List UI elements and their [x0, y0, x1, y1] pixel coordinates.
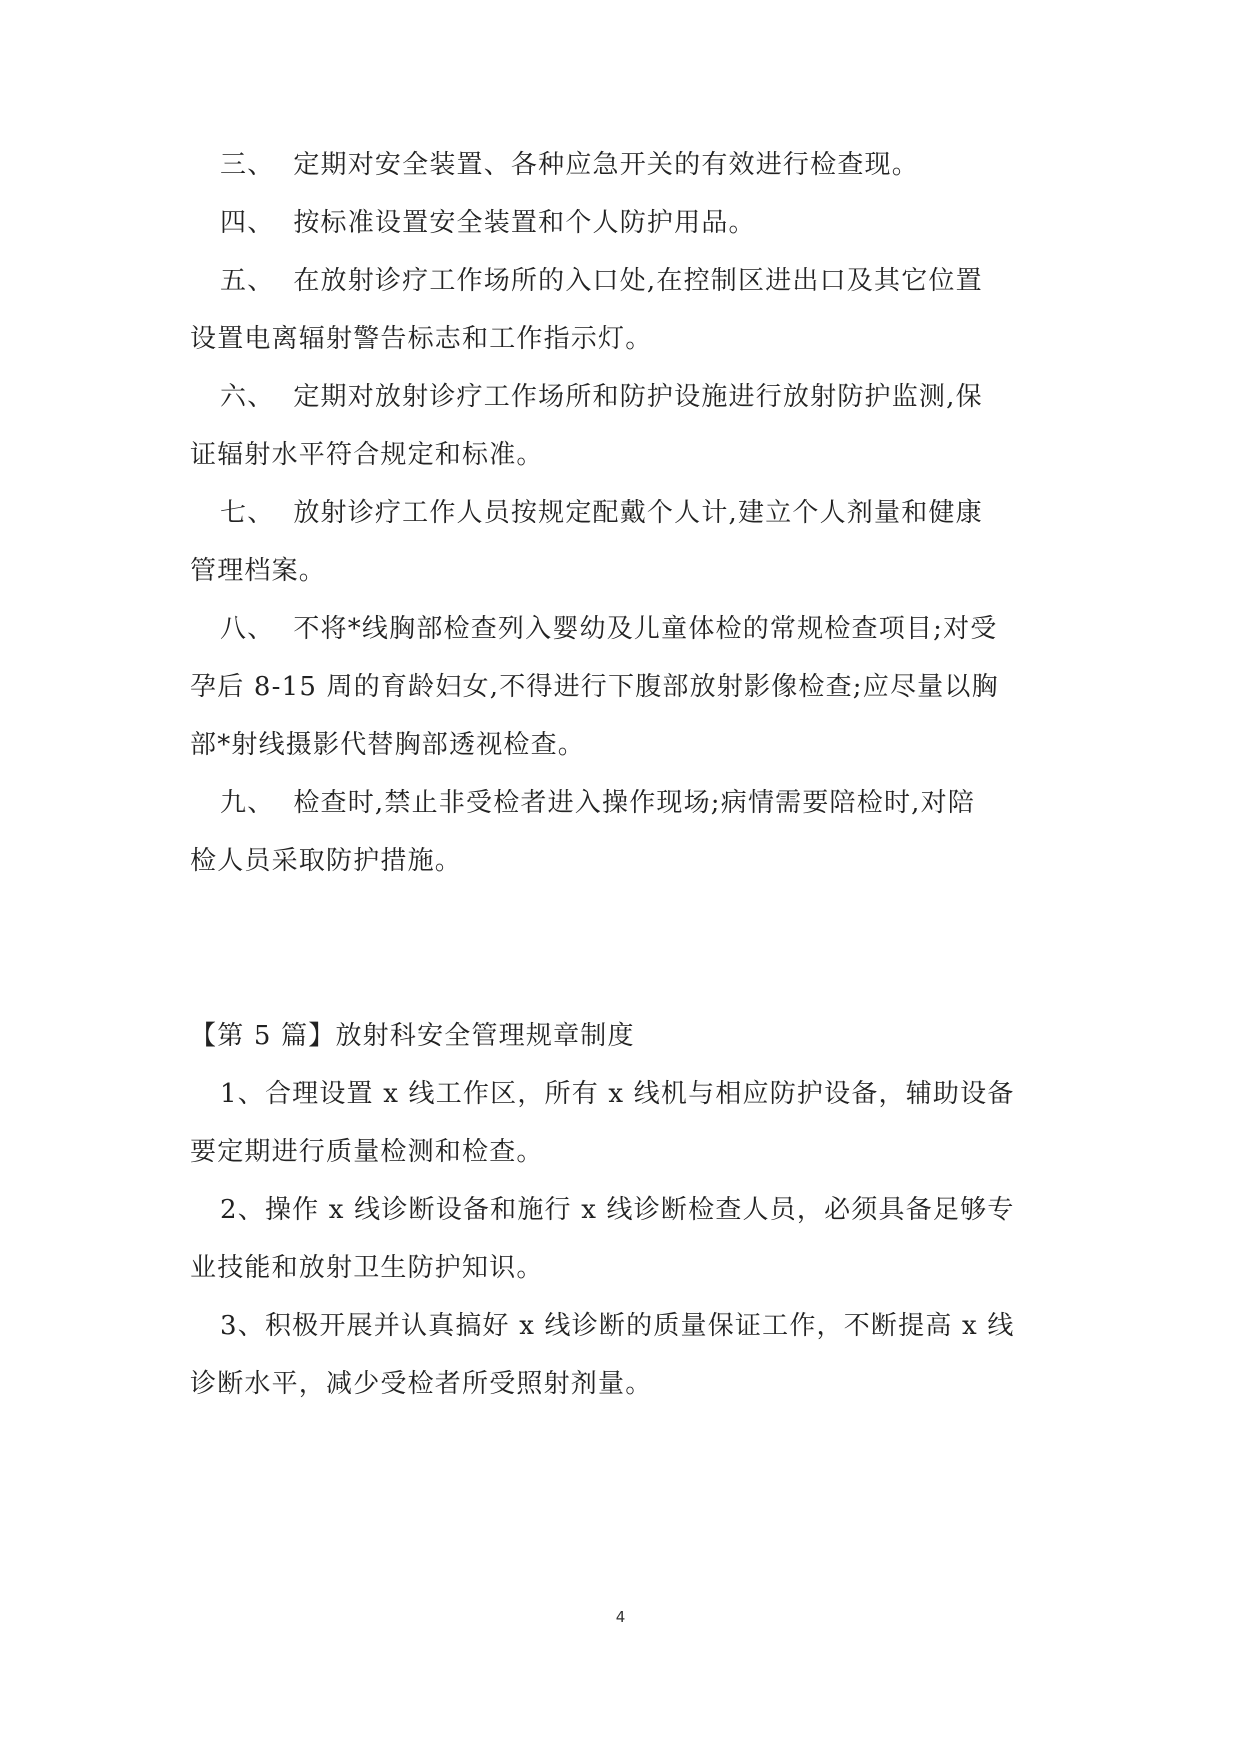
s5-item-1-line-1: 1、合理设置 x 线工作区，所有 x 线机与相应防护设备，辅助设备 — [220, 1079, 1015, 1109]
page-number: 4 — [615, 1608, 626, 1626]
item-4-line-1: 四、 按标准设置安全装置和个人防护用品。 — [220, 208, 756, 238]
section-5-heading: 【第 5 篇】放射科安全管理规章制度 — [190, 1021, 635, 1051]
item-7-line-1: 七、 放射诊疗工作人员按规定配戴个人计,建立个人剂量和健康 — [220, 498, 983, 528]
item-6-line-2: 证辐射水平符合规定和标准。 — [190, 440, 544, 470]
item-3-line-1: 三、 定期对安全装置、各种应急开关的有效进行检查现。 — [220, 150, 919, 180]
s5-item-2-line-2: 业技能和放射卫生防护知识。 — [190, 1253, 544, 1283]
item-6-line-1: 六、 定期对放射诊疗工作场所和防护设施进行放射防护监测,保 — [220, 382, 983, 412]
item-9-line-2: 检人员采取防护措施。 — [190, 846, 463, 876]
item-5-line-1: 五、 在放射诊疗工作场所的入口处,在控制区进出口及其它位置 — [220, 266, 983, 296]
s5-item-1-line-2: 要定期进行质量检测和检查。 — [190, 1137, 544, 1167]
item-9-line-1: 九、 检查时,禁止非受检者进入操作现场;病情需要陪检时,对陪 — [220, 788, 976, 818]
item-8-line-2: 孕后 8-15 周的育龄妇女,不得进行下腹部放射影像检查;应尽量以胸 — [190, 672, 999, 702]
item-7-line-2: 管理档案。 — [190, 556, 327, 586]
item-5-line-2: 设置电离辐射警告标志和工作指示灯。 — [190, 324, 653, 354]
s5-item-2-line-1: 2、操作 x 线诊断设备和施行 x 线诊断检查人员，必须具备足够专 — [220, 1195, 1015, 1225]
s5-item-3-line-1: 3、积极开展并认真搞好 x 线诊断的质量保证工作，不断提高 x 线 — [220, 1311, 1015, 1341]
item-8-line-3: 部*射线摄影代替胸部透视检查。 — [190, 730, 586, 760]
item-8-line-1: 八、 不将*线胸部检查列入婴幼及儿童体检的常规检查项目;对受 — [220, 614, 998, 644]
s5-item-3-line-2: 诊断水平，减少受检者所受照射剂量。 — [190, 1369, 653, 1399]
